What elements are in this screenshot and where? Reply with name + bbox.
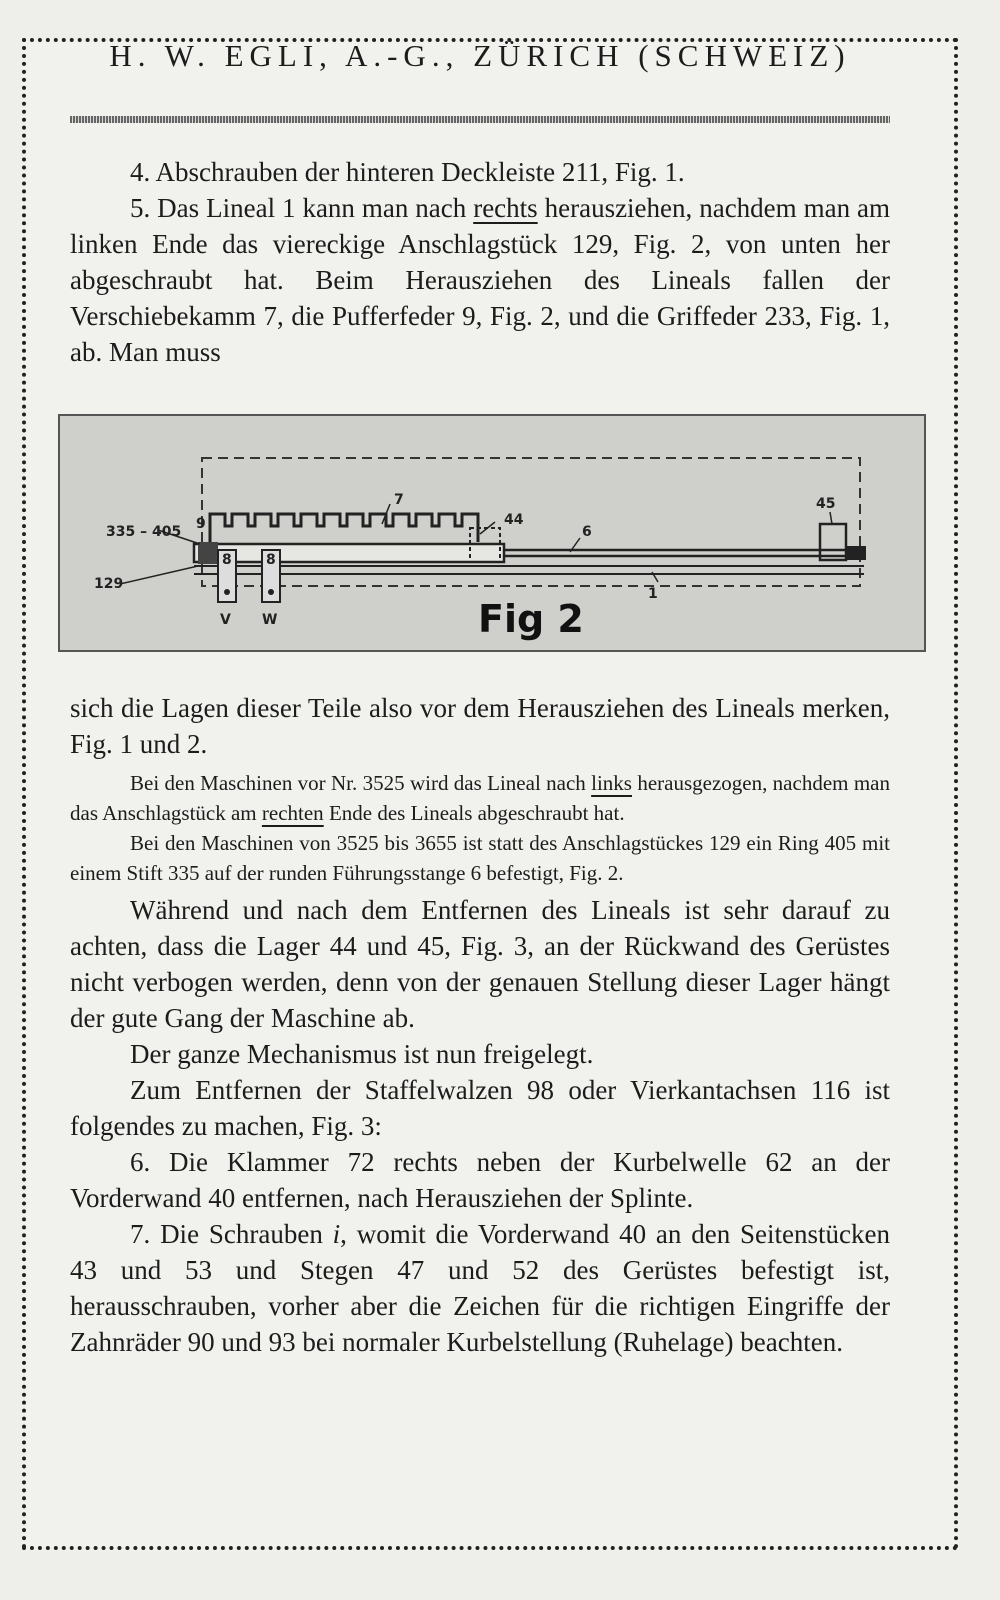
paragraph-5-text-b: herausziehen, nachdem man am linken Ende das viereckige Anschlagstück 129, Fig. 2, von unten her abgeschraubt hat. Beim Herausziehen des Lineals fallen der Verschiebekamm 7, die Pufferfeder 9, Fig. 2, und die Griffeder 233, Fig. 1, ab. Man muss — [70, 193, 891, 367]
note-1-text-b: herausgezogen, nachdem man das Anschlagstück am — [70, 771, 890, 825]
label-1: 1 — [648, 586, 658, 602]
text-block-top — [70, 154, 890, 370]
paragraph-6: 6. Die Klammer 72 rechts neben der Kurbelwelle 62 an der Vorderwand 40 entfernen, nach Herausziehen der Splinte. — [70, 1147, 890, 1213]
underlined-rechten: rechten — [261, 801, 324, 825]
paragraph-5 — [70, 190, 890, 370]
note-2: Bei den Maschinen von 3525 bis 3655 ist statt des Anschlagstückes 129 ein Ring 405 mit einem Stift 335 auf der runden Führungsstange 6 befestigt, Fig. 2. — [70, 831, 890, 885]
label-9: 9 — [196, 516, 206, 532]
label-44: 44 — [504, 512, 524, 528]
label-w: W — [262, 612, 278, 628]
paragraph-5-text-a: 5. Das Lineal 1 kann man nach — [130, 193, 474, 223]
note-1 — [70, 768, 890, 828]
italic-i: i — [332, 1219, 341, 1249]
paragraph-continuation: sich die Lagen dieser Teile also vor dem Herausziehen des Lineals merken, Fig. 1 und 2. — [70, 693, 890, 759]
label-45: 45 — [816, 496, 836, 512]
paragraph-7-text-b: , womit die Vorderwand 40 an den Seitenstücken 43 und 53 und Stegen 47 und 52 des Gerüstes befestigt ist, herausschrauben, vorher aber die Zeichen für die richtigen Eingriffe der Zahnräder 90 und 93 bei normaler Kurbelstellung (Ruhelage) beachten. — [70, 1219, 890, 1357]
underlined-rechts: rechts — [473, 193, 538, 223]
bearing-45 — [820, 524, 846, 560]
paragraph-7-text-a: 7. Die Schrauben — [130, 1219, 333, 1249]
paragraph-waehrend: Während und nach dem Entfernen des Lineals ist sehr darauf zu achten, dass die Lager 44 und 45, Fig. 3, an der Rückwand des Gerüstes nicht verbogen werden, denn von der genauen Stellung dieser Lager hängt der gute Gang der Maschine ab. — [70, 895, 890, 1033]
paragraph-7 — [70, 1216, 890, 1360]
paragraph-zum-entfernen: Zum Entfernen der Staffelwalzen 98 oder Vierkantachsen 116 ist folgendes zu machen, Fig. 3: — [70, 1075, 890, 1141]
underlined-links: links — [591, 771, 632, 795]
note-1-text-a: Bei den Maschinen vor Nr. 3525 wird das Lineal nach — [130, 771, 592, 795]
note-1-text-c: Ende des Lineals abgeschraubt hat. — [323, 801, 625, 825]
page-header: H. W. EGLI, A.-G., ZÜRICH (SCHWEIZ) — [109, 38, 851, 73]
text-block-bottom — [70, 690, 890, 1360]
label-335-405: 335 – 405 — [106, 524, 182, 540]
label-8b: 8 — [266, 552, 276, 568]
paragraph-4: 4. Abschrauben der hinteren Deckleiste 211, Fig. 1. — [130, 157, 685, 187]
end-knob — [846, 546, 866, 560]
stop-129 — [198, 542, 218, 564]
label-7: 7 — [394, 492, 404, 508]
label-8a: 8 — [222, 552, 232, 568]
header-rule — [70, 116, 890, 123]
label-6: 6 — [582, 524, 592, 540]
paragraph-mechanismus: Der ganze Mechanismus ist nun freigelegt. — [130, 1039, 594, 1069]
figure-2 — [58, 414, 926, 652]
notes-block — [70, 768, 890, 888]
comb-7 — [210, 514, 478, 542]
figure-title: Fig 2 — [478, 597, 584, 641]
label-129: 129 — [94, 576, 124, 592]
figure-2-drawing — [60, 416, 924, 650]
label-v: V — [220, 612, 231, 628]
lineal-left-block — [194, 544, 504, 562]
